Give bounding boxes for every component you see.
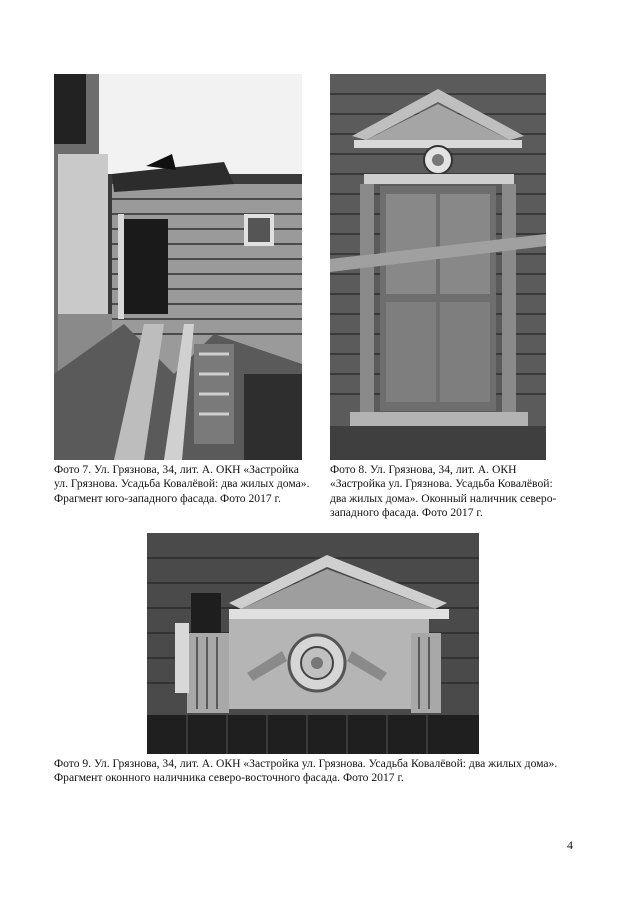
photo-8-caption: Фото 8. Ул. Грязнова, 34, лит. А. ОКН «Застройка ул. Грязнова. Усадьба Ковалёвой: два жилых дома». Оконный наличник северо-западного фасада. Фото 2017 г. [330, 463, 557, 520]
photo-9 [147, 533, 479, 754]
photo-7 [54, 74, 302, 460]
photo-9-caption: Фото 9. Ул. Грязнова, 34, лит. А. ОКН «Застройка ул. Грязнова. Усадьба Ковалёвой: два жилых дома». Фрагмент оконного наличника северо-восточного фасада. Фото 2017 г. [54, 757, 558, 785]
page-number: 4 [567, 838, 573, 852]
photo-7-caption: Фото 7. Ул. Грязнова, 34, лит. А. ОКН «Застройка ул. Грязнова. Усадьба Ковалёвой: два жилых дома». Фрагмент юго-западного фасада. Фото 2017 г. [54, 463, 310, 505]
photo-8 [330, 74, 546, 460]
